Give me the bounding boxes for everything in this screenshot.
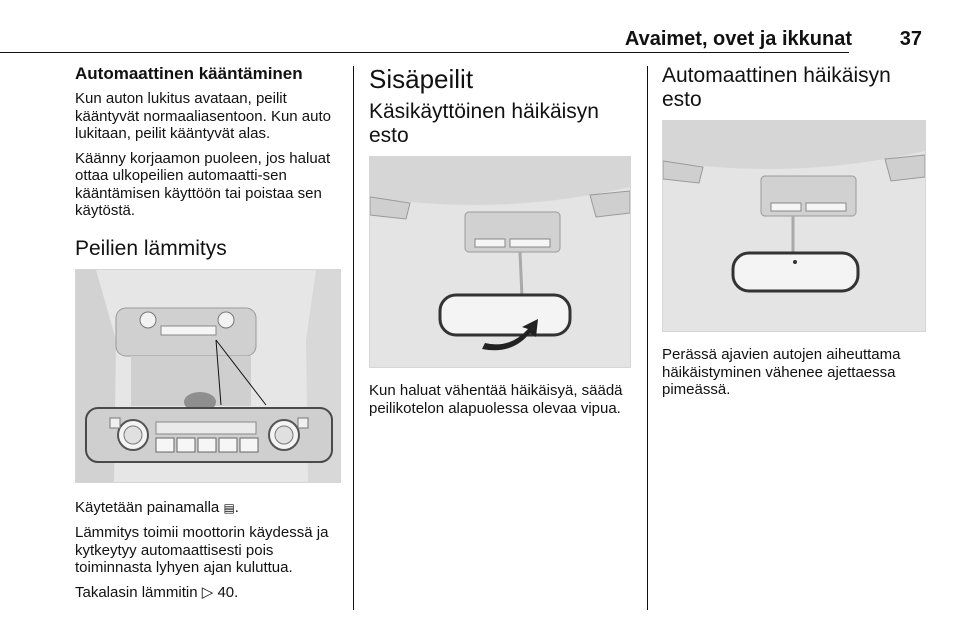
heading-mirror-heating: Peilien lämmitys [75, 236, 227, 260]
page-title: Avaimet, ovet ja ikkunat [624, 28, 852, 50]
page-ref-arrow-icon: ▷ [201, 583, 214, 601]
paragraph-heating-operation: Lämmitys toimii moottorin käydessä ja kytkeytyy automaattisesti pois toiminnasta lyhyen ajan kuluttua. [75, 524, 329, 576]
manual-mirror-figure [369, 156, 631, 368]
column-1 [75, 64, 343, 608]
chapter-interior-mirrors: Sisäpeilit [369, 64, 474, 94]
automatic-mirror-figure [662, 120, 926, 332]
paragraph-auto-fold-2: Käänny korjaamon puoleen, jos haluat ottaa ulkopeilien automaatti-sen kääntämisen käyttöön tai poistaa sen käytöstä. [75, 149, 331, 219]
paragraph-rear-window-ref [75, 584, 343, 602]
page-number: 37 [899, 28, 922, 50]
paragraph-heating-usage [75, 499, 343, 518]
paragraph-auto-antidazzle: Perässä ajavien autojen aiheuttama häikäistyminen vähenee ajettaessa pimeässä. [662, 346, 901, 398]
page-header [75, 28, 924, 50]
heading-auto-antidazzle: Automaattinen häikäisyn esto [662, 64, 891, 111]
paragraph-manual-antidazzle: Kun haluat vähentää häikäisyä, säädä peilikotelon alapuolessa olevaa vipua. [369, 382, 623, 417]
rear-window-page-ref[interactable]: 40. [217, 583, 239, 601]
column-3 [662, 64, 926, 406]
heading-manual-antidazzle: Käsikäyttöinen häikäisyn esto [369, 100, 599, 147]
paragraph-auto-fold-1: Kun auton lukitus avataan, peilit kääntyvät normaaliasentoon. Kun auto lukitaan, peilit kääntyvät alas. [75, 90, 332, 142]
rear-defrost-icon: ▤ [223, 500, 235, 515]
usage-text: Käytetään painamalla [75, 498, 220, 516]
climate-control-panel-figure [75, 269, 341, 483]
header-rule [0, 52, 849, 53]
heading-auto-fold: Automaattinen kääntäminen [75, 64, 303, 83]
rear-window-text: Takalasin lämmitin [75, 583, 198, 601]
usage-suffix: . [234, 498, 239, 516]
column-2 [369, 64, 631, 424]
column-divider-1 [353, 66, 354, 610]
column-divider-2 [647, 66, 648, 610]
